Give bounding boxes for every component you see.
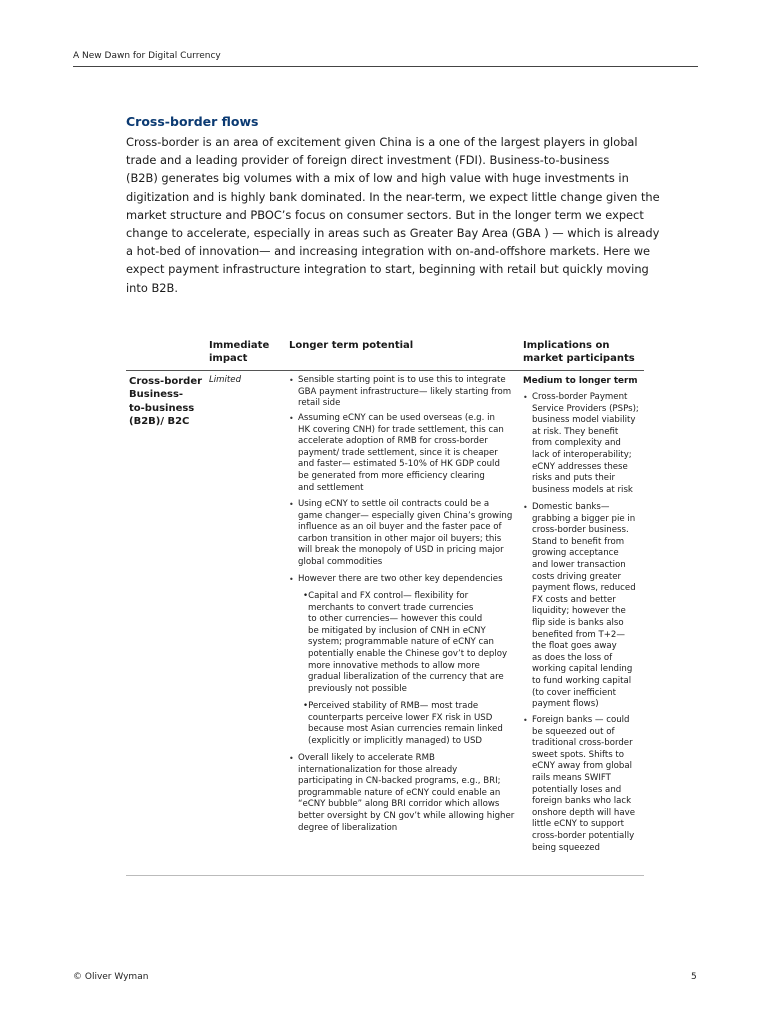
body-line: Cross-border is an area of excitement given China is a one of the largest players in global [126, 135, 638, 149]
bullet-line: Domestic banks— [532, 502, 610, 512]
bullet-marker: • [289, 414, 294, 423]
bullet-marker: • [523, 393, 528, 402]
bullet-line: (to cover inefficient [532, 687, 616, 698]
row-label-line: to-business [129, 402, 195, 414]
impact-value: Limited [209, 375, 242, 385]
bullet-line: “eCNY bubble” along BRI corridor which allows [298, 799, 500, 810]
bullet-line: eCNY away from global [532, 761, 633, 772]
bullet-line: potentially loses and [532, 784, 622, 795]
bullet-text [298, 574, 503, 586]
page-number: 5 [691, 972, 697, 982]
bullet-line: being squeezed [532, 842, 600, 853]
header-line: market participants [523, 353, 635, 364]
table-header-divider [126, 370, 644, 371]
row-label-line: Cross-border [129, 376, 203, 387]
bullet-line: liquidity; however the [532, 606, 626, 617]
body-line: a hot-bed of innovation— and increasing integration with on-and-offshore markets. Here we [126, 244, 651, 259]
bullet-line: global commodities [298, 556, 383, 567]
bullet-line: Stand to benefit from [532, 536, 625, 547]
bullet-marker: • [289, 575, 294, 584]
bullet-line: •Perceived stability of RMB— most trade [303, 701, 479, 711]
bullet-line: Foreign banks — could [532, 715, 630, 725]
bullet-line: little eCNY to support [532, 819, 624, 830]
bullet-line: FX costs and better [532, 594, 616, 605]
body-line: expect payment infrastructure integration to start, beginning with retail but quickly moving [126, 262, 649, 277]
bullet-line: influence as an oil buyer and the faster pace of [298, 522, 502, 533]
bullet-line: benefited from T+2— [532, 629, 625, 640]
body-line: change to accelerate, especially in areas such as Greater Bay Area (GBA ) — which is already [126, 226, 660, 241]
row-label [129, 375, 202, 428]
bullet-line: lack of interoperability; [532, 449, 632, 460]
bullet-line: (explicitly or implicitly managed) to USD [308, 735, 483, 746]
bullet-marker: • [523, 503, 528, 512]
body-line: into B2B. [126, 280, 178, 295]
bullet-line: to other currencies— however this could [308, 614, 483, 625]
bullet-text [303, 591, 507, 695]
column-header-implications [523, 339, 635, 365]
bullet-line: carbon transition in other major oil buyers; this [298, 533, 502, 544]
bullet-line: Overall likely to accelerate RMB [298, 753, 435, 763]
bullet-line: onshore depth will have [532, 807, 636, 818]
bullet-line: GBA payment infrastructure— likely starting from [298, 386, 512, 397]
bullet-line: grabbing a bigger pie in [532, 513, 636, 524]
body-line: (B2B) generates big volumes with a mix of low and high value with huge investments in [126, 171, 629, 186]
header-line: impact [209, 353, 248, 364]
bullet-line: accelerate adoption of RMB for cross-border [298, 436, 488, 447]
bullet-line: programmable nature of eCNY could enable an [298, 787, 501, 798]
bullet-line: Using eCNY to settle oil contracts could be a [298, 499, 490, 509]
bullet-text [298, 753, 514, 834]
row-label-line: (B2B)/ B2C [129, 415, 190, 427]
bullet-line: However there are two other key dependencies [298, 574, 503, 584]
body-line: trade and a leading provider of foreign direct investment (FDI). Business-to-business [126, 153, 610, 168]
bullet-marker: • [289, 376, 294, 385]
bullet-line: be generated from more efficiency clearing [298, 470, 485, 481]
bullet-line: risks and puts their [532, 473, 615, 484]
bullet-text [532, 715, 635, 854]
bullet-line: gradual liberalization of the currency that are [308, 672, 504, 683]
body-paragraph [126, 133, 660, 297]
footer-copyright: © Oliver Wyman [73, 972, 149, 982]
bullet-line: game changer— especially given China’s growing [298, 510, 513, 521]
bullet-line: HK covering CNH) for trade settlement, this can [298, 424, 504, 435]
bullet-line: payment/ trade settlement, since it is cheaper [298, 447, 498, 458]
implications-subheading: Medium to longer term [523, 376, 638, 386]
bullet-line: cross-border potentially [532, 830, 635, 841]
bullet-line: business model viability [532, 415, 636, 426]
bullet-line: at risk. They benefit [532, 426, 619, 437]
bullet-line: previously not possible [308, 683, 407, 694]
bullet-line: •Capital and FX control— flexibility for [303, 591, 469, 601]
column-header-immediate-impact [209, 339, 269, 365]
bullet-line: payment flows) [532, 699, 599, 710]
bullet-line: growing acceptance [532, 548, 619, 559]
bullet-line: because most Asian currencies remain linked [308, 724, 503, 735]
bullet-line: system; programmable nature of eCNY can [308, 637, 494, 648]
bullet-line: cross-border business. [532, 525, 629, 536]
bullet-marker: • [289, 754, 294, 763]
header-line: Immediate [209, 340, 270, 351]
bullet-line: eCNY addresses these [532, 461, 628, 472]
bullet-text [298, 413, 504, 494]
bullet-line: to fund working capital [532, 675, 632, 686]
bullet-text [532, 502, 636, 711]
bullet-line: retail side [298, 398, 341, 409]
header-divider [73, 66, 698, 67]
bullet-line: counterparts perceive lower FX risk in USD [308, 712, 493, 723]
bullet-line: will break the monopoly of USD in pricing major [298, 545, 504, 556]
bullet-text [532, 392, 639, 496]
row-label-line: Business- [129, 389, 184, 401]
bullet-line: and settlement [298, 482, 364, 493]
bullet-line: rails means SWIFT [532, 772, 611, 783]
bullet-line: Assuming eCNY can be used overseas (e.g. in [298, 413, 495, 423]
bullet-line: internationalization for those already [298, 764, 458, 775]
bullet-line: business models at risk [532, 484, 633, 495]
bullet-line: costs driving greater [532, 571, 622, 582]
bullet-line: be squeezed out of [532, 726, 615, 737]
bullet-line: and lower transaction [532, 559, 626, 570]
bullet-line: sweet spots. Shifts to [532, 749, 625, 760]
bullet-line: foreign banks who lack [532, 796, 632, 807]
bullet-line: and faster— estimated 5-10% of HK GDP could [298, 459, 500, 470]
header-line: Longer term potential [289, 340, 414, 351]
bullet-text [298, 499, 512, 569]
bullet-line: potentially enable the Chinese gov’t to deploy [308, 648, 508, 659]
bullet-line: Cross-border Payment [532, 392, 628, 402]
bullet-line: the float goes away [532, 641, 617, 652]
bullet-line: Service Providers (PSPs); [532, 403, 639, 414]
bullet-line: more innovative methods to allow more [308, 660, 480, 671]
bullet-line: Sensible starting point is to use this to integrate [298, 375, 506, 385]
bullet-line: as does the loss of [532, 652, 613, 663]
bullet-line: traditional cross-border [532, 738, 633, 749]
section-title: Cross-border flows [126, 114, 259, 129]
bullet-line: flip side is banks also [532, 617, 624, 628]
bullet-line: be mitigated by inclusion of CNH in eCNY [308, 625, 486, 636]
bullet-marker: • [523, 716, 528, 725]
bullet-line: participating in CN-backed programs, e.g., BRI; [298, 776, 501, 787]
bullet-line: working capital lending [532, 664, 633, 675]
body-line: market structure and PBOC’s focus on consumer sectors. But in the longer term we expect [126, 207, 644, 222]
running-head: A New Dawn for Digital Currency [73, 51, 221, 61]
bullet-line: from complexity and [532, 438, 621, 449]
bullet-line: payment flows, reduced [532, 583, 636, 594]
header-line: Implications on [523, 340, 610, 351]
bullet-text [303, 701, 503, 747]
bullet-text [298, 375, 511, 410]
bullet-marker: • [289, 500, 294, 509]
bullet-line: better oversight by CN gov’t while allowing higher [298, 810, 515, 821]
table-bottom-divider [126, 875, 644, 876]
bullet-line: merchants to convert trade currencies [308, 602, 474, 613]
body-line: digitization and is highly bank dominated. In the near-term, we expect little change given the [126, 189, 660, 204]
bullet-line: degree of liberalization [298, 822, 398, 833]
column-header-longer-term [289, 339, 413, 352]
